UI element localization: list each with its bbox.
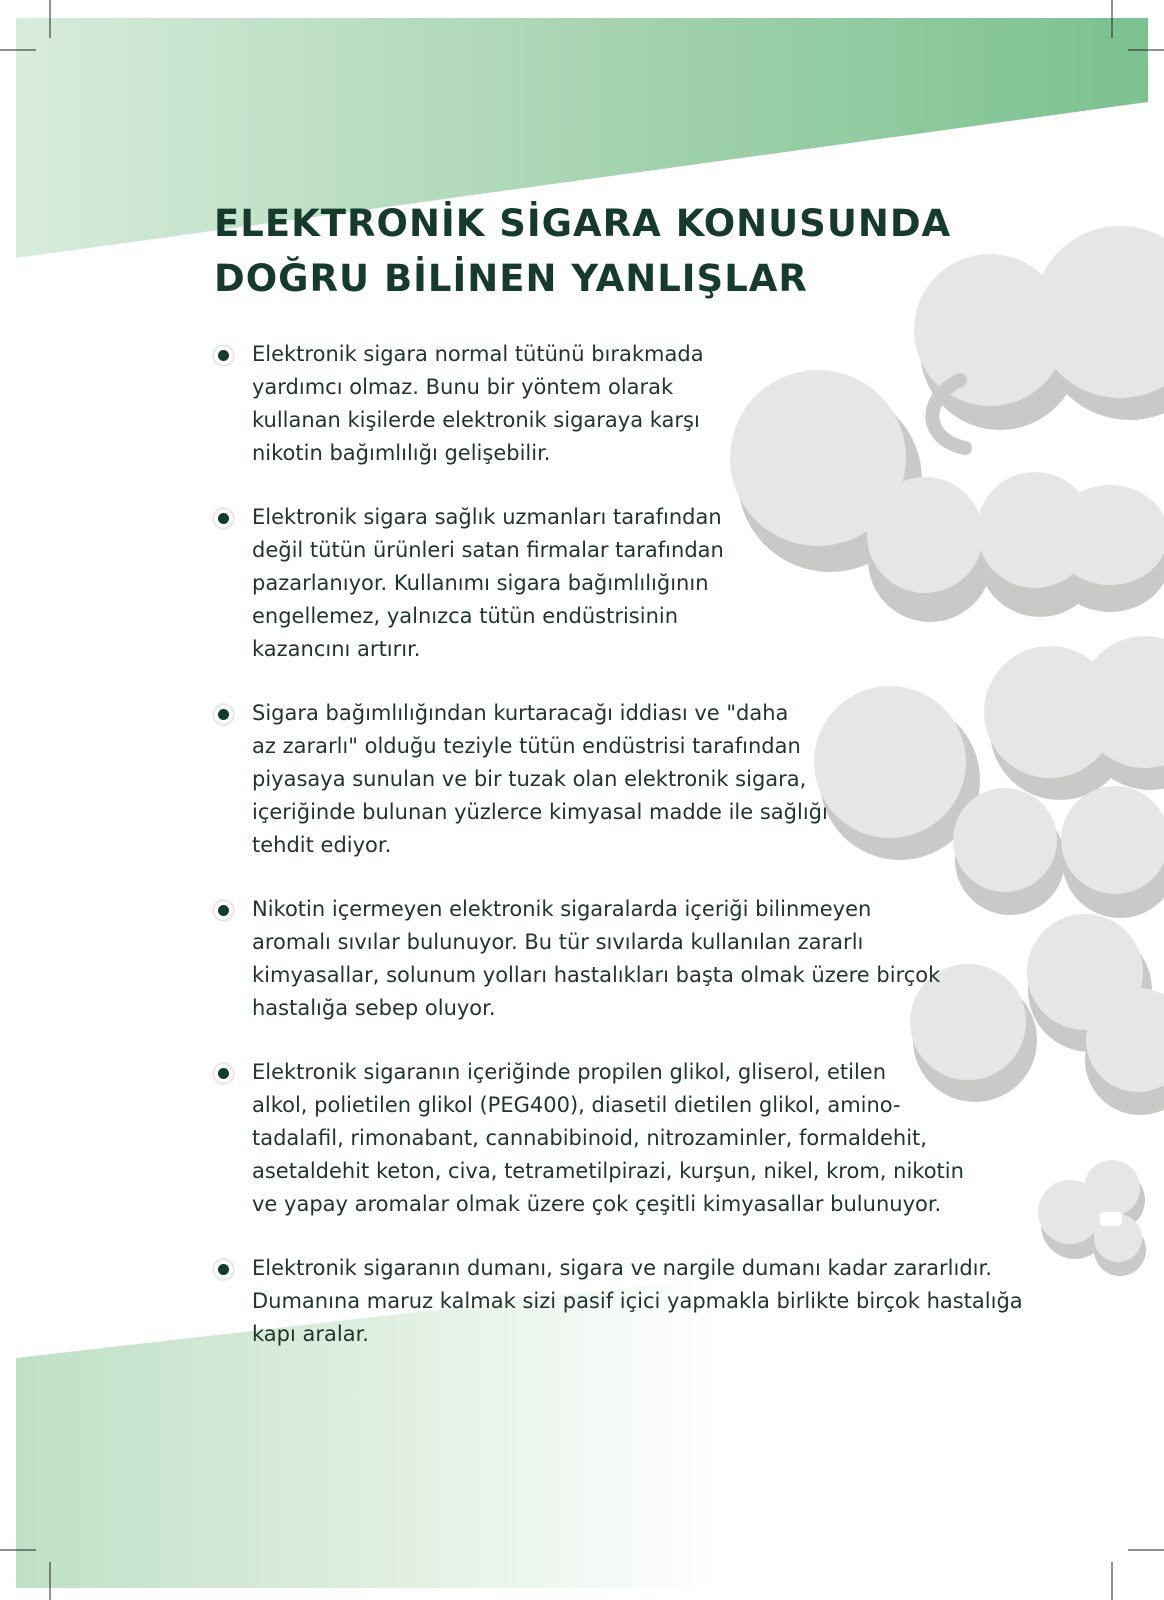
title-line: ELEKTRONİK SİGARA KONUSUNDA <box>214 202 952 245</box>
item-text-line: Elektronik sigaranın dumanı, sigara ve nargile dumanı kadar zararlıdır. <box>252 1256 992 1280</box>
item-text-line: Elektronik sigara normal tütünü bırakmada <box>252 342 704 366</box>
item-text-line: Nikotin içermeyen elektronik sigaralarda içeriği bilinmeyen <box>252 897 872 921</box>
item-text-line: engellemez, yalnızca tütün endüstrisinin <box>252 604 679 628</box>
item-text-line: alkol, polietilen glikol (PEG400), diasetil dietilen glikol, amino- <box>252 1093 901 1117</box>
page-title <box>214 196 1034 306</box>
bullet-dot-icon <box>214 901 233 920</box>
item-text-line: kapı aralar. <box>252 1322 369 1346</box>
item-text-line: kullanan kişilerde elektronik sigaraya karşı <box>252 408 700 432</box>
list-item <box>214 697 1023 862</box>
item-text-line: hastalığa sebep oluyor. <box>252 996 496 1020</box>
item-text-line: piyasaya sunulan ve bir tuzak olan elektronik sigara, <box>252 767 807 791</box>
list-item <box>214 1056 1023 1221</box>
list-item <box>214 501 1023 666</box>
bullet-dot-icon <box>214 509 233 528</box>
item-text-line: Elektronik sigaranın içeriğinde propilen glikol, gliserol, etilen <box>252 1060 887 1084</box>
bullet-dot-icon <box>214 1064 233 1083</box>
item-text-line: nikotin bağımlılığı gelişebilir. <box>252 441 551 465</box>
item-text-line: aromalı sıvılar bulunuyor. Bu tür sıvılarda kullanılan zararlı <box>252 930 864 954</box>
item-text-line: pazarlanıyor. Kullanımı sigara bağımlılığının <box>252 571 709 595</box>
bullet-dot-icon <box>214 705 233 724</box>
item-text-line: içeriğinde bulunan yüzlerce kimyasal madde ile sağlığı <box>252 800 828 824</box>
item-text-line: kazancını artırır. <box>252 637 421 661</box>
list-item <box>214 1252 1023 1351</box>
item-text-line: değil tütün ürünleri satan firmalar tarafından <box>252 538 724 562</box>
item-text-line: Dumanına maruz kalmak sizi pasif içici yapmakla birlikte birçok hastalığa <box>252 1289 1023 1313</box>
list-item <box>214 893 1023 1025</box>
item-text-line: tadalafil, rimonabant, cannabibinoid, nitrozaminler, formaldehit, <box>252 1126 927 1150</box>
bullet-list <box>214 338 1023 1382</box>
item-text-line: asetaldehit keton, civa, tetrametilpirazi, kurşun, nikel, krom, nikotin <box>252 1159 964 1183</box>
item-text-line: Elektronik sigara sağlık uzmanları tarafından <box>252 505 722 529</box>
bullet-dot-icon <box>214 1260 233 1279</box>
item-text-line: kimyasallar, solunum yolları hastalıkları başta olmak üzere birçok <box>252 963 941 987</box>
bullet-dot-icon <box>214 346 233 365</box>
item-text-line: ve yapay aromalar olmak üzere çok çeşitli kimyasallar bulunuyor. <box>252 1192 942 1216</box>
list-item <box>214 338 1023 470</box>
title-line: DOĞRU BİLİNEN YANLIŞLAR <box>214 257 808 300</box>
item-text-line: az zararlı" olduğu teziyle tütün endüstrisi tarafından <box>252 734 801 758</box>
item-text-line: Sigara bağımlılığından kurtaracağı iddiası ve "daha <box>252 701 789 725</box>
item-text-line: yardımcı olmaz. Bunu bir yöntem olarak <box>252 375 674 399</box>
item-text-line: tehdit ediyor. <box>252 833 392 857</box>
